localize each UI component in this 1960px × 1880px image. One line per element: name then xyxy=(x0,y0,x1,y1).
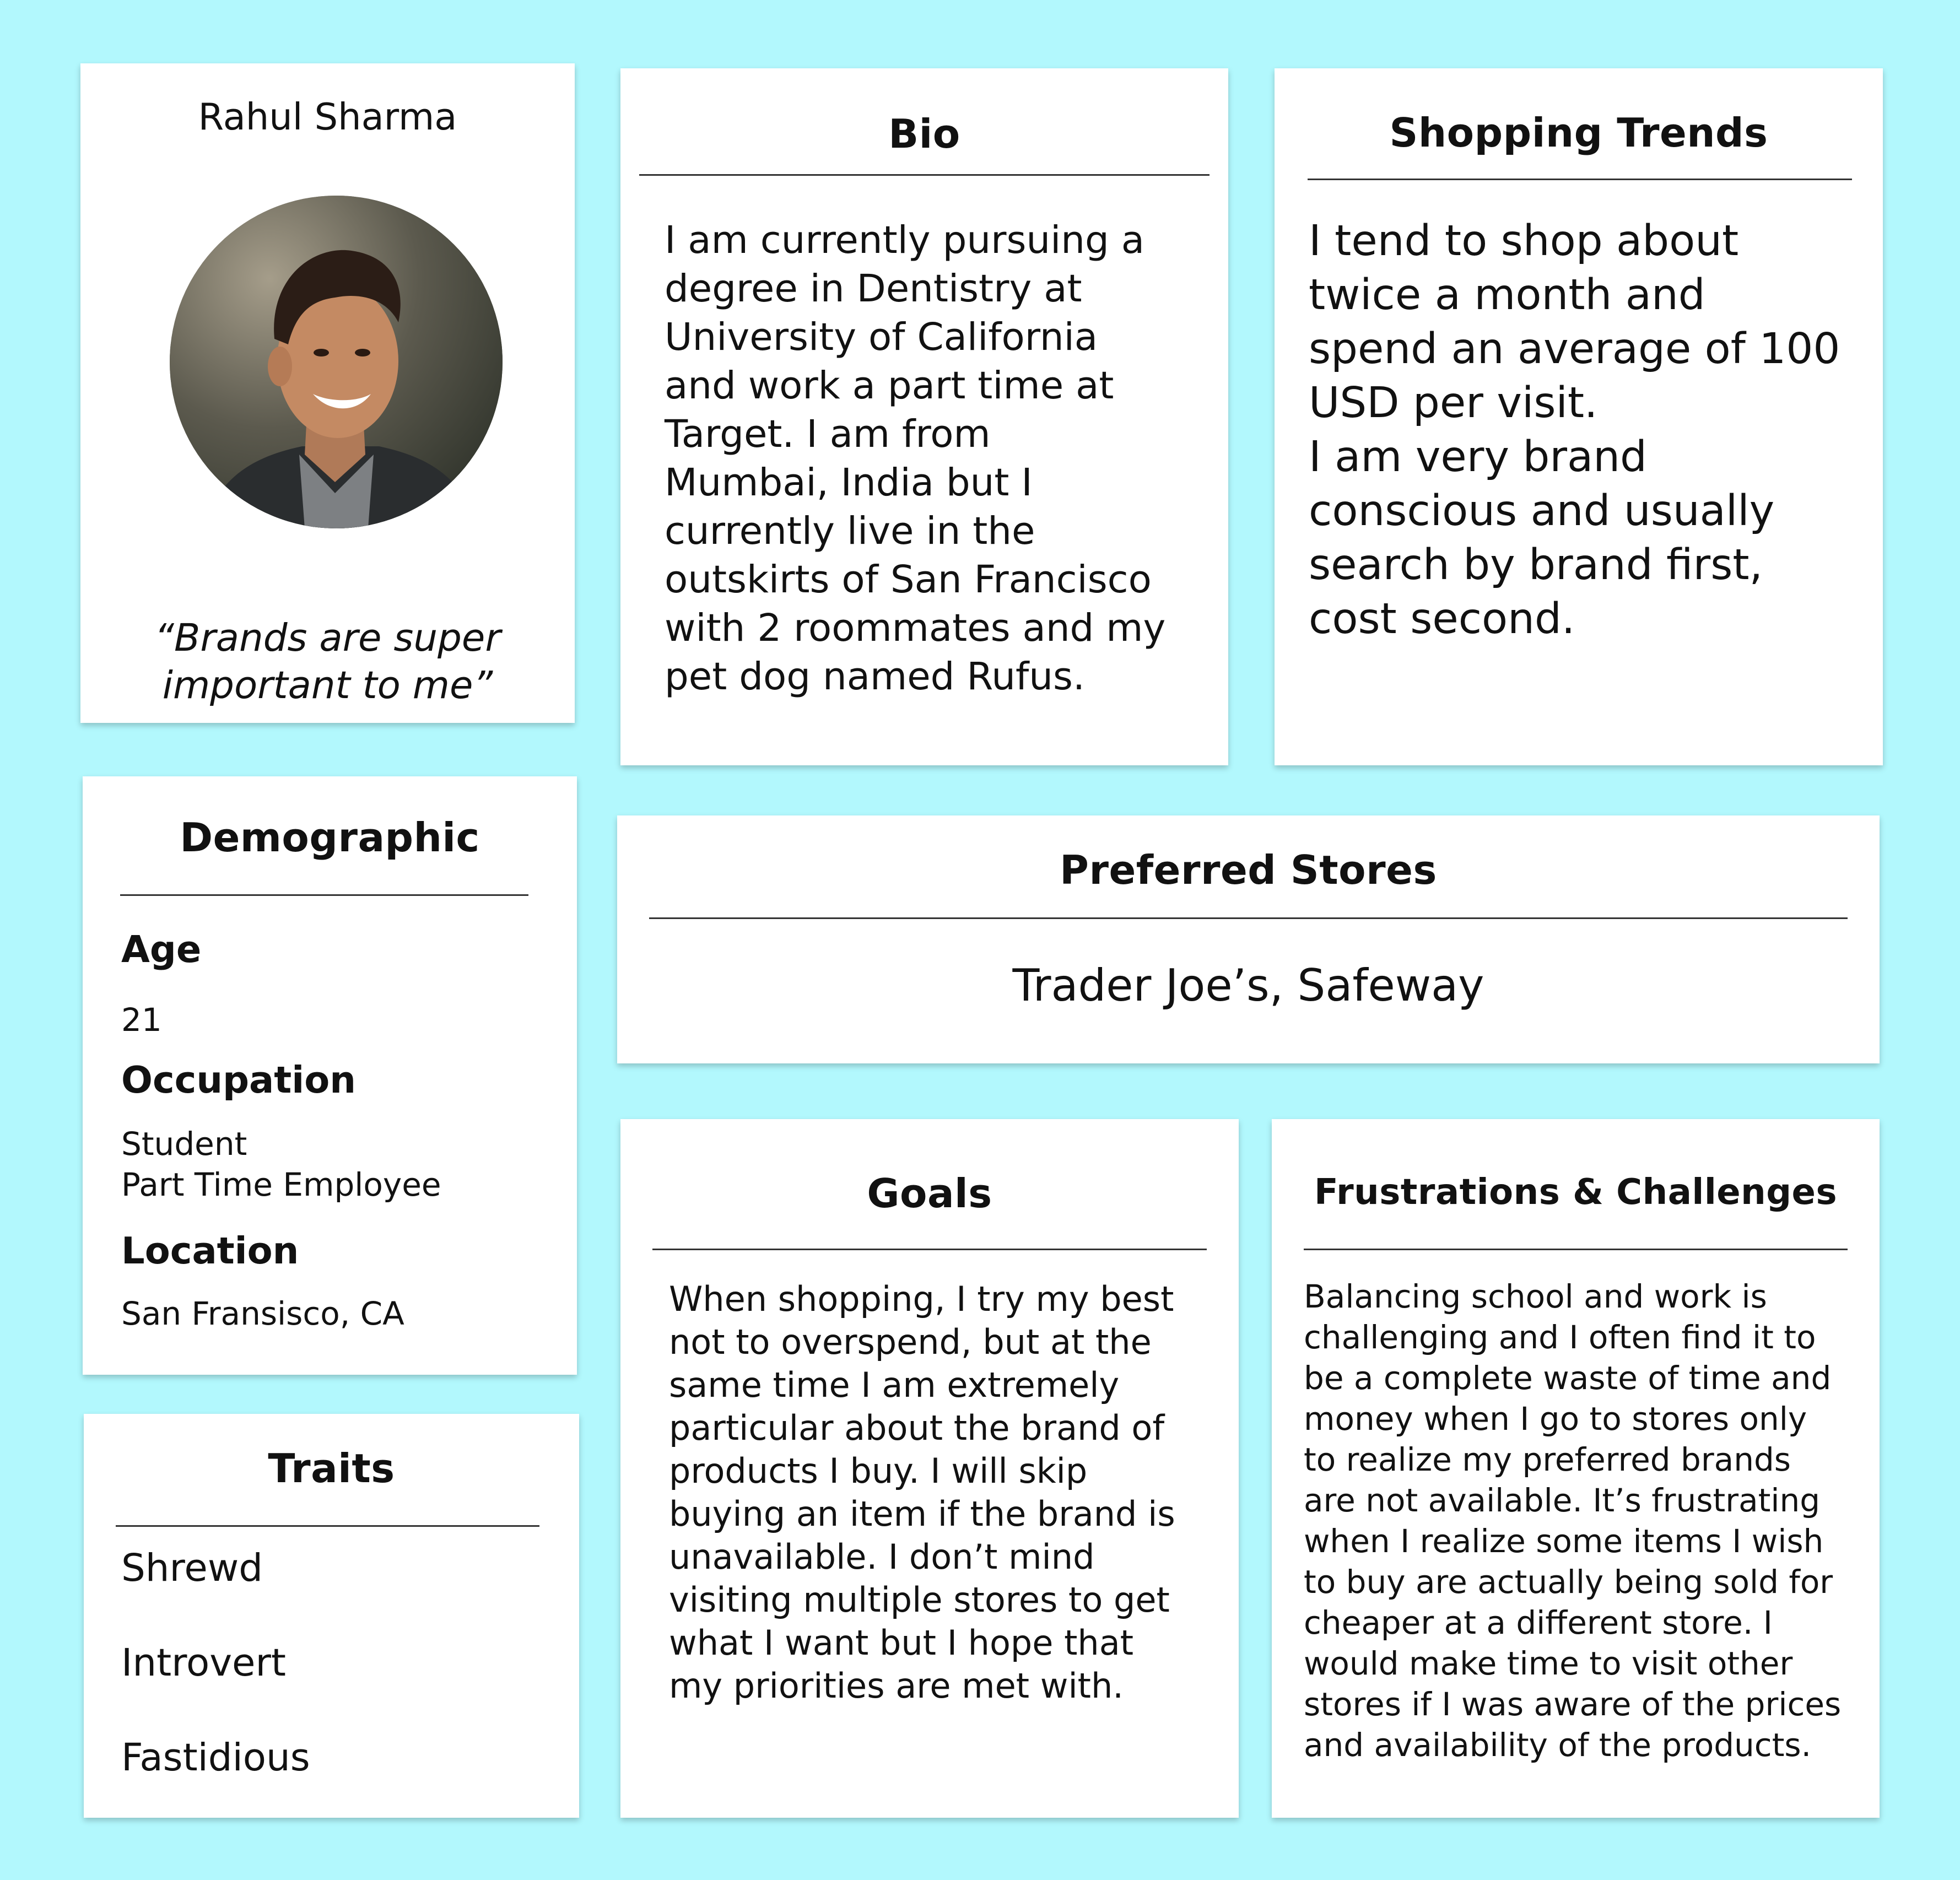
bio-text: I am currently pursuing a degree in Dentistry at University of California and work a part time at Target. I am from Mumbai, India but I currently live in the outskirts of San Francisco with 2 roommates and my pet dog named Rufus. xyxy=(665,218,1166,699)
bio-title: Bio xyxy=(888,111,960,157)
preferred-stores-divider xyxy=(649,917,1848,919)
goals-title: Goals xyxy=(867,1170,992,1217)
occupation-value: Student Part Time Employee xyxy=(121,1125,441,1203)
occupation-label: Occupation xyxy=(121,1058,356,1101)
frustrations-card xyxy=(1272,1119,1880,1818)
profile-card xyxy=(80,63,575,723)
location-value: San Fransisco, CA xyxy=(121,1295,404,1332)
shopping-trends-card xyxy=(1275,68,1883,765)
demographic-card xyxy=(83,776,577,1375)
shopping-trends-title: Shopping Trends xyxy=(1389,110,1768,156)
demographic-divider xyxy=(120,894,528,896)
frustrations-text: Balancing school and work is challenging and I often find it to be a complete waste of time and money when I go to stores only to realize my preferred brands are not available. It’s frustrating when I realize some items I wish to buy are actually being sold for cheaper at a different store. I would make time to visit other stores if I was aware of the prices and availability of the products. xyxy=(1304,1278,1842,1764)
frustrations-title: Frustrations & Challenges xyxy=(1314,1172,1838,1213)
age-value: 21 xyxy=(121,1001,162,1039)
preferred-stores-text: Trader Joe’s, Safeway xyxy=(1012,960,1484,1011)
location-label: Location xyxy=(121,1229,299,1272)
trait-item: Introvert xyxy=(121,1641,286,1685)
persona-name: Rahul Sharma xyxy=(198,95,457,138)
preferred-stores-card xyxy=(617,815,1880,1063)
demographic-title: Demographic xyxy=(180,814,480,861)
shopping-trends-divider xyxy=(1308,179,1852,180)
bio-card xyxy=(620,68,1228,765)
traits-divider xyxy=(116,1525,539,1527)
trait-item: Fastidious xyxy=(121,1736,310,1780)
traits-title: Traits xyxy=(268,1445,395,1492)
goals-card xyxy=(620,1119,1239,1818)
goals-divider xyxy=(652,1249,1207,1250)
avatar xyxy=(170,196,503,528)
frustrations-divider xyxy=(1304,1249,1848,1250)
shopping-trends-text: I tend to shop about twice a month and spend an average of 100 USD per visit. I am very brand conscious and usually search by brand first, cost second. xyxy=(1309,217,1840,644)
traits-card xyxy=(84,1414,579,1818)
persona-photo-icon xyxy=(170,196,503,528)
goals-text: When shopping, I try my best not to overspend, but at the same time I am extremely particular about the brand of products I buy. I will skip buying an item if the brand is unavailable. I don’t mind visiting multiple stores to get what I want but I hope that my priorities are met with. xyxy=(669,1279,1175,1706)
persona-quote: “Brands are super important to me” xyxy=(154,616,501,708)
preferred-stores-title: Preferred Stores xyxy=(1060,847,1437,893)
trait-item: Shrewd xyxy=(121,1546,263,1590)
bio-divider xyxy=(639,174,1210,176)
age-label: Age xyxy=(121,928,202,971)
